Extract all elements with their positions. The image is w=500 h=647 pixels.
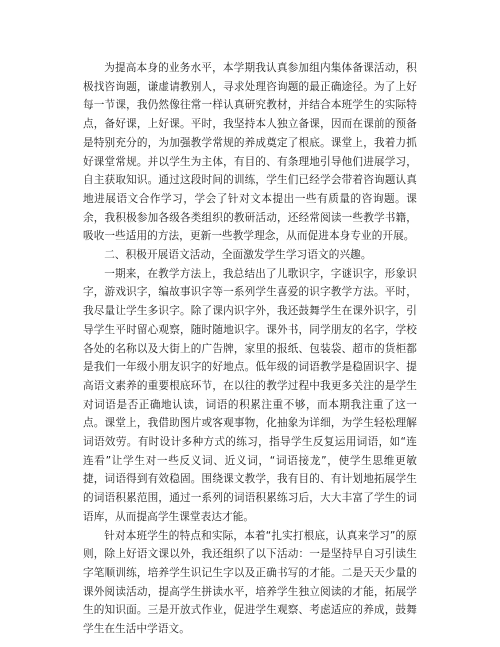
document-body — [83, 59, 417, 639]
paragraph-preparation: 为提高本身的业务水平，本学期我认真参加组内集体备课活动，积极找咨询题，谦虚请教别人，寻求处理咨询题的最正确途径。为了上好每一节课，我仍然像往常一样认真研究教材，并结合本班学生的实际特点，备好课，上好课。平时，我坚持本人独立备课，因而在课前的预备是特别充分的，为加强教学常规的养成奠定了根底。课堂上，我着力抓好课堂常规。并以学生为主体，有目的、有条理地引导他们进展学习，自主获取知识。通过这段时间的训练，学生们已经学会带着咨询题认真地进展语文合作学习，学会了针对文本提出一些有质量的咨询题。课余，我积极参加各级各类组织的教研活动，还经常阅读一些教学书籍，吸收一些适用的方法，更新一些教学理念，从而促进本身专业的开展。 — [83, 62, 417, 243]
section-heading-language-activities: 二、积极开展语文活动，全面激发学生学习语文的兴趣。 — [104, 249, 372, 262]
paragraph-class-activities: 针对本班学生的特点和实际，本着“扎实打根底，认真来学习”的原则，除上好语文课以外，我还组织了以下活动：一是坚持早自习引读生字笔顺训练，培养学生识记生字以及正确书写的才能。二是天天少量的课外阅读活动，提高学生拼读水平，培养学生独立阅读的才能，拓展学生的知识面。三是开放式作业，促进学生观察、考虑适应的养成，鼓舞学生在生活中学语文。 — [83, 529, 417, 636]
paragraph-literacy-methods: 一期来，在教学方法上，我总结出了儿歌识字，字谜识字，形象识字，游戏识字，编故事识字等一系列学生喜爱的识字教学方法。平时，我尽量让学生多识字。除了课内识字外，我还鼓舞学生在课外识字，引导学生平时留心观察，随时随地识字。课外书，同学朋友的名字，学校各处的名称以及大街上的广告牌，家里的报纸、包装袋、超市的货柜都是我们一年级小朋友识字的好地点。低年级的词语教学是稳固识字、提高语文素养的重要根底环节，在以往的教学过程中我更多关注的是学生对词语是否正确地认读，词语的积累注重不够，而本期我注重了这一点。课堂上，我借助图片或客观事物，化抽象为详细，为学生轻松理解词语效劳。有时设计多种方式的练习，指导学生反复运用词语，如“连连看”让学生对一些反义词、近义词，“词语接龙”，使学生思维更敏捷，词语得到有效稳固。围绕课文教学，我有目的、有计划地拓展学生的词语积累范围，通过一系列的词语积累练习后，大大丰富了学生的词语库，从而提高学生课堂表达才能。 — [83, 267, 417, 523]
